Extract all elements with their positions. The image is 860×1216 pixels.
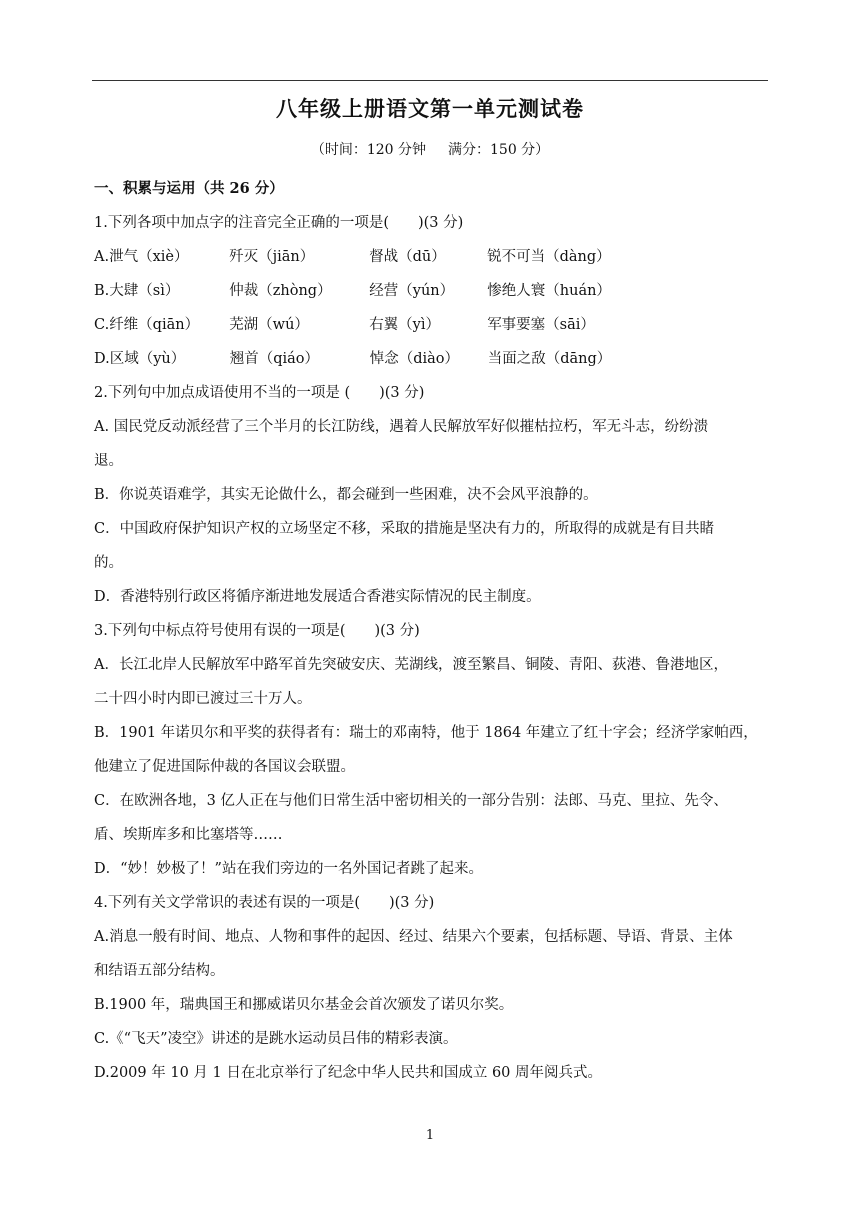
option-item: 军事要塞（sāi）: [487, 317, 595, 333]
question-4-option-d: D.2009 年 10 月 1 日在北京举行了纪念中华人民共和国成立 60 周年阅兵式。: [94, 1065, 603, 1081]
option-item: 经营（yún）: [369, 283, 455, 299]
option-item: 泄气（xiè）: [109, 249, 189, 265]
option-item: 纤维（qiān）: [109, 317, 200, 333]
question-3-option-a: A．长江北岸人民解放军中路军首先突破安庆、芜湖线，渡至繁昌、铜陵、青阳、荻港、鲁港地区，: [94, 657, 728, 673]
question-4-option-a: A.消息一般有时间、地点、人物和事件的起因、经过、结果六个要素，包括标题、导语、背景、主体: [94, 929, 733, 945]
exam-score: 满分：150 分）: [448, 142, 550, 158]
question-2-option-a: A. 国民党反动派经营了三个半月的长江防线，遇着人民解放军好似摧枯拉朽，军无斗志，纷纷溃: [94, 419, 709, 435]
section-heading: 一、积累与运用（共 26 分）: [94, 180, 284, 197]
option-item: 翘首（qiáo）: [229, 351, 320, 367]
question-3-option-a-cont: 二十四小时内即已渡过三十万人。: [94, 691, 312, 707]
option-item: 右翼（yì）: [369, 317, 441, 333]
question-1-option-b: [94, 274, 766, 308]
header-rule: [92, 80, 768, 81]
question-1-option-a: [94, 240, 766, 274]
question-2-option-c: C．中国政府保护知识产权的立场坚定不移，采取的措施是坚决有力的，所取得的成就是有目共睹: [94, 521, 715, 537]
question-3-stem: 3.下列句中标点符号使用有误的一项是( )(3 分): [94, 623, 420, 639]
question-4-option-c: C.《“飞天”凌空》讲述的是跳水运动员吕伟的精彩表演。: [94, 1031, 458, 1047]
option-item: 督战（dū）: [369, 249, 446, 265]
option-letter: B.: [94, 283, 110, 299]
question-1-option-c: [94, 308, 766, 342]
option-letter: D.: [94, 351, 110, 367]
question-1-option-d: [94, 342, 766, 376]
option-item: 惨绝人寰（huán）: [487, 283, 611, 299]
question-2-option-c-cont: 的。: [94, 555, 123, 571]
question-3-option-d: D．“妙！妙极了！”站在我们旁边的一名外国记者跳了起来。: [94, 861, 483, 877]
option-letter: C.: [94, 317, 110, 333]
question-3-option-c-cont: 盾、埃斯库多和比塞塔等……: [94, 827, 283, 843]
question-list: [94, 206, 766, 1090]
page-number: 1: [425, 1128, 435, 1143]
question-4-stem: 4.下列有关文学常识的表述有误的一项是( )(3 分): [94, 895, 435, 911]
option-item: 悼念（diào）: [369, 351, 460, 367]
option-item: 锐不可当（dàng）: [487, 249, 611, 265]
exam-time: （时间：120 分钟: [310, 142, 426, 158]
question-2-stem: 2.下列句中加点成语使用不当的一项是 ( )(3 分): [94, 385, 425, 401]
question-2-option-d: D．香港特别行政区将循序渐进地发展适合香港实际情况的民主制度。: [94, 589, 541, 605]
option-item: 芜湖（wú）: [229, 317, 309, 333]
question-3-option-b-cont: 他建立了促进国际仲裁的各国议会联盟。: [94, 759, 355, 775]
option-item: 大肆（sì）: [109, 283, 180, 299]
question-2-option-a-cont: 退。: [94, 453, 123, 469]
question-4-option-a-cont: 和结语五部分结构。: [94, 963, 225, 979]
exam-meta: [0, 139, 860, 159]
page-title: 八年级上册语文第一单元测试卷: [276, 96, 584, 121]
option-item: 当面之敌（dāng）: [487, 351, 612, 367]
question-3-option-b: B．1901 年诺贝尔和平奖的获得者有：瑞士的邓南特，他于 1864 年建立了红十字会；经济学家帕西，: [94, 725, 758, 741]
option-letter: A.: [94, 249, 110, 265]
question-4-option-b: B.1900 年，瑞典国王和挪威诺贝尔基金会首次颁发了诺贝尔奖。: [94, 997, 514, 1013]
question-3-option-c: C．在欧洲各地，3 亿人正在与他们日常生活中密切相关的一部分告别：法郎、马克、里拉、先令、: [94, 793, 728, 809]
question-1-stem: 1.下列各项中加点字的注音完全正确的一项是( )(3 分): [94, 215, 464, 231]
option-item: 歼灭（jiān）: [229, 249, 315, 265]
option-item: 区域（yù）: [109, 351, 186, 367]
option-item: 仲裁（zhòng）: [229, 283, 332, 299]
question-2-option-b: B．你说英语难学，其实无论做什么，都会碰到一些困难，决不会风平浪静的。: [94, 487, 598, 503]
